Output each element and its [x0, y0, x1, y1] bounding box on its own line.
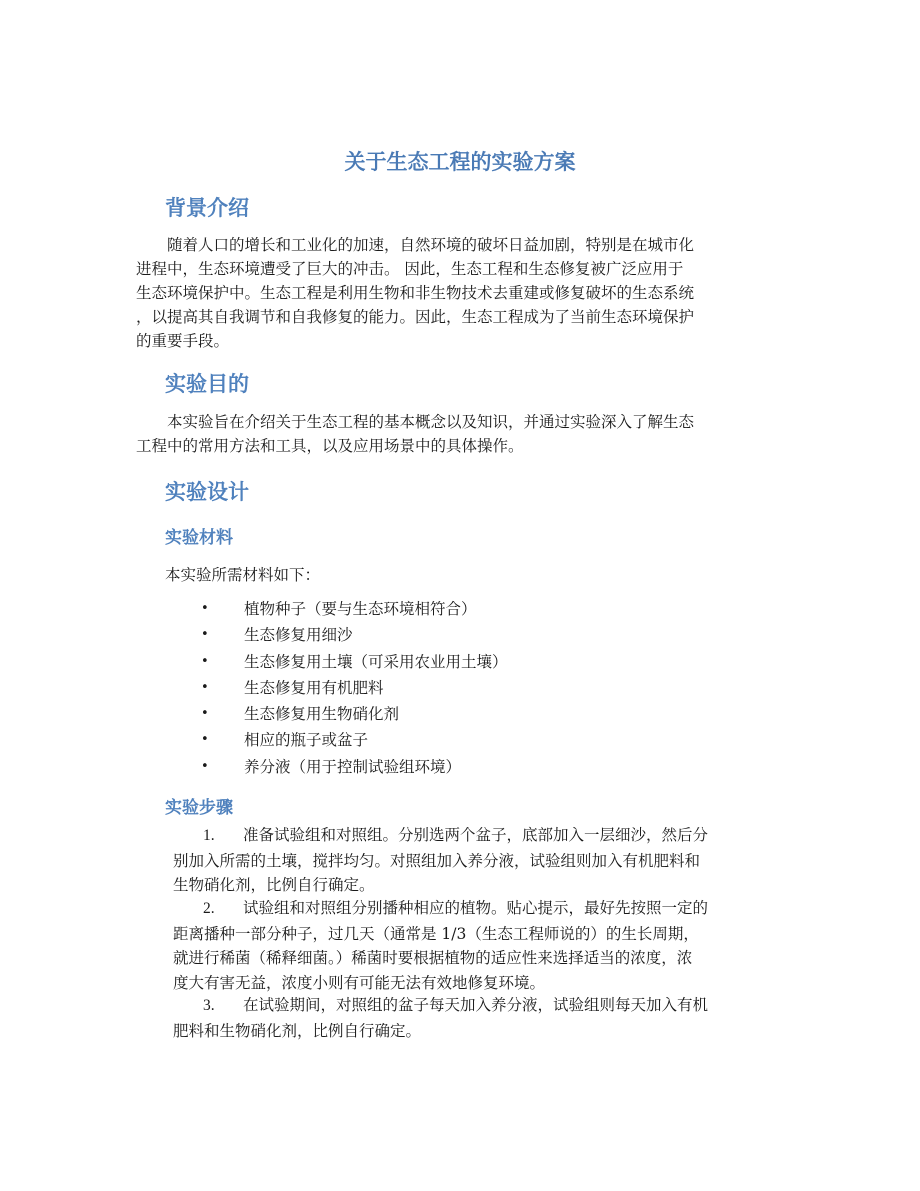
step-line: 生物硝化剂，比例自行确定。: [173, 876, 375, 894]
step-line: [173, 993, 785, 1019]
paragraph-line: 随着人口的增长和工业化的加速，自然环境的破坏日益加剧，特别是在城市化: [167, 236, 695, 254]
paragraph-line: 的重要手段。: [136, 332, 230, 350]
step-item: [173, 823, 785, 898]
paragraph-line: ，以提高其自我调节和自我修复的能力。因此，生态工程成为了当前生态环境保护: [136, 308, 695, 326]
step-number: 3.: [203, 997, 215, 1014]
step-text: 试验组和对照组分别播种相应的植物。贴心提示，最好先按照一定的: [243, 899, 709, 917]
purpose-paragraph: [136, 410, 786, 458]
list-item-text: 生态修复用土壤（可采用农业用土壤）: [244, 652, 508, 671]
background-heading: 背景介绍: [165, 196, 249, 220]
steps-heading: 实验步骤: [165, 798, 233, 818]
list-item-text: 养分液（用于控制试验组环境）: [244, 757, 462, 776]
step-line: 就进行稀菌（稀释细菌。）稀菌时要根据植物的适应性来选择适当的浓度，浓: [173, 949, 693, 967]
document-title: 关于生态工程的实验方案: [344, 150, 576, 174]
paragraph-line: 进程中，生态环境遭受了巨大的冲击。 因此，生态工程和生态修复被广泛应用于: [136, 260, 684, 278]
step-line: 距离播种一部分种子，过几天（通常是 1/3（生态工程师说的）的生长周期，: [173, 924, 699, 943]
step-text: 在试验期间，对照组的盆子每天加入养分液，试验组则每天加入有机: [243, 996, 709, 1014]
bullet-icon: •: [201, 679, 209, 695]
step-line: 别加入所需的土壤，搅拌均匀。对照组加入养分液，试验组则加入有机肥料和: [173, 851, 701, 870]
step-number: 2.: [203, 900, 215, 917]
step-line: [173, 823, 785, 849]
purpose-heading: 实验目的: [165, 372, 249, 396]
paragraph-line: 生态环境保护中。生态工程是利用生物和非生物技术去重建或修复破坏的生态系统: [136, 284, 695, 302]
bullet-icon: •: [201, 758, 209, 774]
list-item-text: 相应的瓶子或盆子: [244, 731, 369, 750]
bullet-icon: •: [201, 732, 209, 748]
step-line: [173, 896, 785, 922]
bullet-icon: •: [201, 706, 209, 722]
step-line: 肥料和生物硝化剂，比例自行确定。: [173, 1021, 422, 1040]
list-item-text: 生态修复用细沙: [244, 626, 353, 645]
list-item-text: 生态修复用生物硝化剂: [244, 705, 400, 724]
paragraph-line: 本实验旨在介绍关于生态工程的基本概念以及知识，并通过实验深入了解生态: [167, 413, 695, 431]
step-text: 准备试验组和对照组。分别选两个盆子，底部加入一层细沙，然后分: [243, 826, 709, 844]
materials-intro: 本实验所需材料如下：: [165, 566, 321, 584]
design-heading: 实验设计: [165, 480, 249, 504]
materials-heading: 实验材料: [165, 528, 233, 548]
bullet-icon: •: [201, 601, 209, 616]
background-paragraph: [136, 233, 786, 353]
paragraph-line: 工程中的常用方法和工具，以及应用场景中的具体操作。: [136, 437, 524, 455]
list-item-text: 生态修复用有机肥料: [244, 678, 384, 697]
list-item-text: 植物种子（要与生态环境相符合）: [244, 600, 477, 618]
step-item: [173, 993, 785, 1043]
step-item: [173, 896, 785, 995]
step-number: 1.: [203, 827, 215, 844]
bullet-icon: •: [201, 653, 209, 669]
step-line: 度大有害无益，浓度小则有可能无法有效地修复环境。: [173, 973, 546, 992]
bullet-icon: •: [201, 627, 209, 643]
